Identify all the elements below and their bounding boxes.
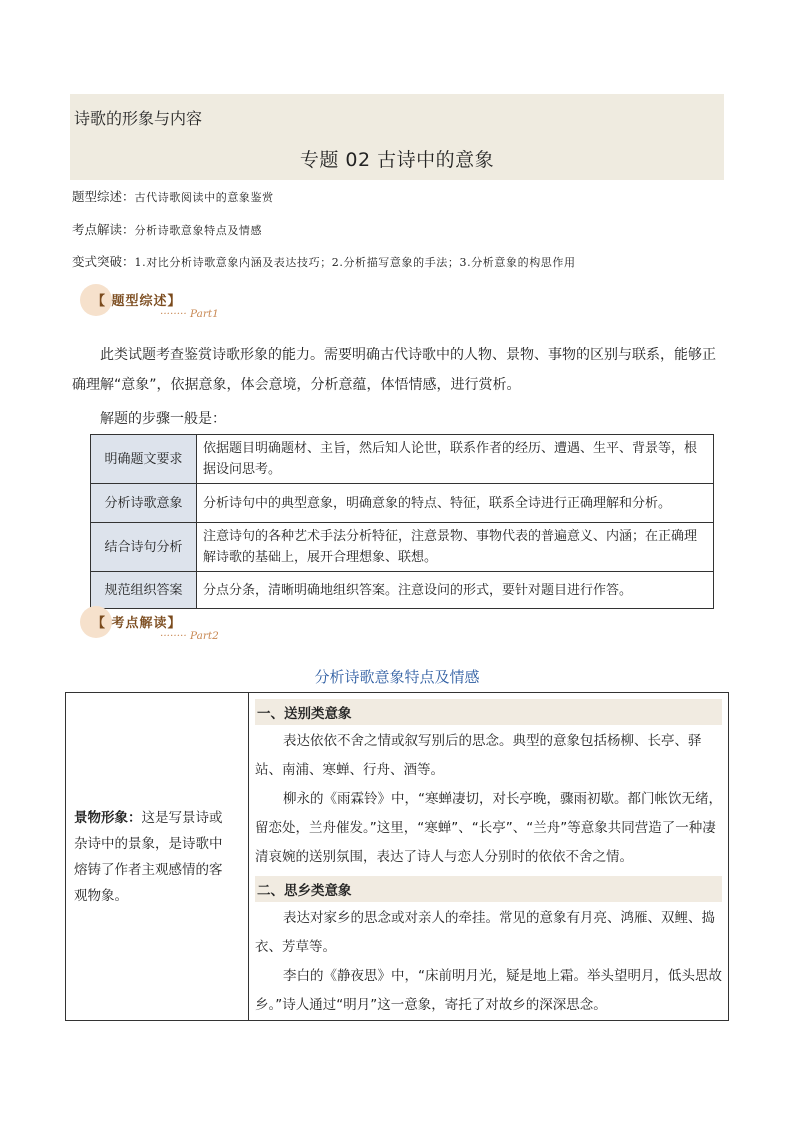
analysis-left-cell bbox=[66, 693, 249, 1021]
page-title: 专题 02 古诗中的意象 bbox=[299, 149, 495, 171]
step-label: 明确题文要求 bbox=[91, 435, 197, 484]
meta-value: 分析诗歌意象特点及情感 bbox=[134, 224, 263, 237]
meta-value: 古代诗歌阅读中的意象鉴赏 bbox=[134, 191, 274, 204]
left-text: 这是写景诗或杂诗中的景象，是诗歌中熔铸了作者主观感情的客观物象。 bbox=[74, 809, 223, 904]
meta-key: 变式突破： bbox=[72, 254, 135, 269]
table-row bbox=[66, 693, 729, 1021]
step-text: 分析诗句中的典型意象，明确意象的特点、特征，联系全诗进行正确理解和分析。 bbox=[197, 484, 714, 523]
step-label: 分析诗歌意象 bbox=[91, 484, 197, 523]
meta-line-point bbox=[72, 220, 262, 238]
analysis-table bbox=[65, 692, 729, 1021]
steps-table bbox=[90, 434, 714, 609]
step-text: 依据题目明确题材、主旨，然后知人论世，联系作者的经历、遭遇、生平、背景等，根据设问思考。 bbox=[197, 435, 714, 484]
section-part: ········ Part2 bbox=[160, 630, 219, 642]
section-badge-overview bbox=[80, 284, 300, 324]
category-paragraph: 柳永的《雨霖铃》中，“寒蝉凄切，对长亭晚，骤雨初歇。都门帐饮无绪，留恋处，兰舟催发。”这里，“寒蝉”、“长亭”、“兰舟”等意象共同营造了一种凄清哀婉的送别氛围，表达了诗人与恋人分别时的依依不舍之情。 bbox=[255, 791, 722, 865]
topic-heading: 诗歌的形象与内容 bbox=[74, 109, 203, 128]
meta-line-variant bbox=[72, 252, 576, 270]
section-badge-points bbox=[80, 606, 300, 646]
category-heading: 一、送别类意象 bbox=[255, 699, 722, 725]
step-text: 分点分条，清晰明确地组织答案。注意设问的形式，要针对题目进行作答。 bbox=[197, 572, 714, 609]
meta-line-type bbox=[72, 187, 274, 205]
meta-key: 题型综述： bbox=[72, 189, 135, 204]
step-label: 结合诗句分析 bbox=[91, 523, 197, 572]
category-heading: 二、思乡类意象 bbox=[255, 876, 722, 902]
category-paragraph: 李白的《静夜思》中，“床前明月光，疑是地上霜。举头望明月，低头思故乡。”诗人通过“明月”这一意象，寄托了对故乡的深深思念。 bbox=[255, 968, 722, 1013]
table-row bbox=[91, 572, 714, 609]
table-row bbox=[91, 484, 714, 523]
category-paragraph: 表达对家乡的思念或对亲人的牵挂。常见的意象有月亮、鸿雁、双鲤、捣衣、芳草等。 bbox=[255, 910, 715, 955]
meta-value: 1.对比分析诗歌意象内涵及表达技巧；2.分析描写意象的手法；3.分析意象的构思作用 bbox=[134, 256, 576, 269]
left-key: 景物形象： bbox=[74, 809, 142, 826]
table-row bbox=[91, 435, 714, 484]
analysis-right-cell bbox=[249, 693, 729, 1021]
table-row bbox=[91, 523, 714, 572]
step-label: 规范组织答案 bbox=[91, 572, 197, 609]
steps-intro: 解题的步骤一般是： bbox=[100, 411, 226, 427]
section-part: ········ Part1 bbox=[160, 308, 219, 320]
intro-paragraph: 此类试题考查鉴赏诗歌形象的能力。需要明确古代诗歌中的人物、景物、事物的区别与联系，能够正确理解“意象”，依据意象，体会意境，分析意蕴，体悟情感，进行赏析。 bbox=[72, 347, 716, 393]
category-paragraph: 表达依依不舍之情或叙写别后的思念。典型的意象包括杨柳、长亭、驿站、南浦、寒蝉、行舟、酒等。 bbox=[255, 733, 702, 778]
section-label: 【 考点解读】 bbox=[92, 616, 182, 631]
meta-key: 考点解读： bbox=[72, 222, 135, 237]
header-banner bbox=[70, 94, 724, 180]
step-text: 注意诗句的各种艺术手法分析特征，注意景物、事物代表的普遍意义、内涵；在正确理解诗歌的基础上，展开合理想象、联想。 bbox=[197, 523, 714, 572]
analysis-title: 分析诗歌意象特点及情感 bbox=[314, 668, 480, 686]
section-label: 【 题型综述】 bbox=[92, 294, 182, 309]
